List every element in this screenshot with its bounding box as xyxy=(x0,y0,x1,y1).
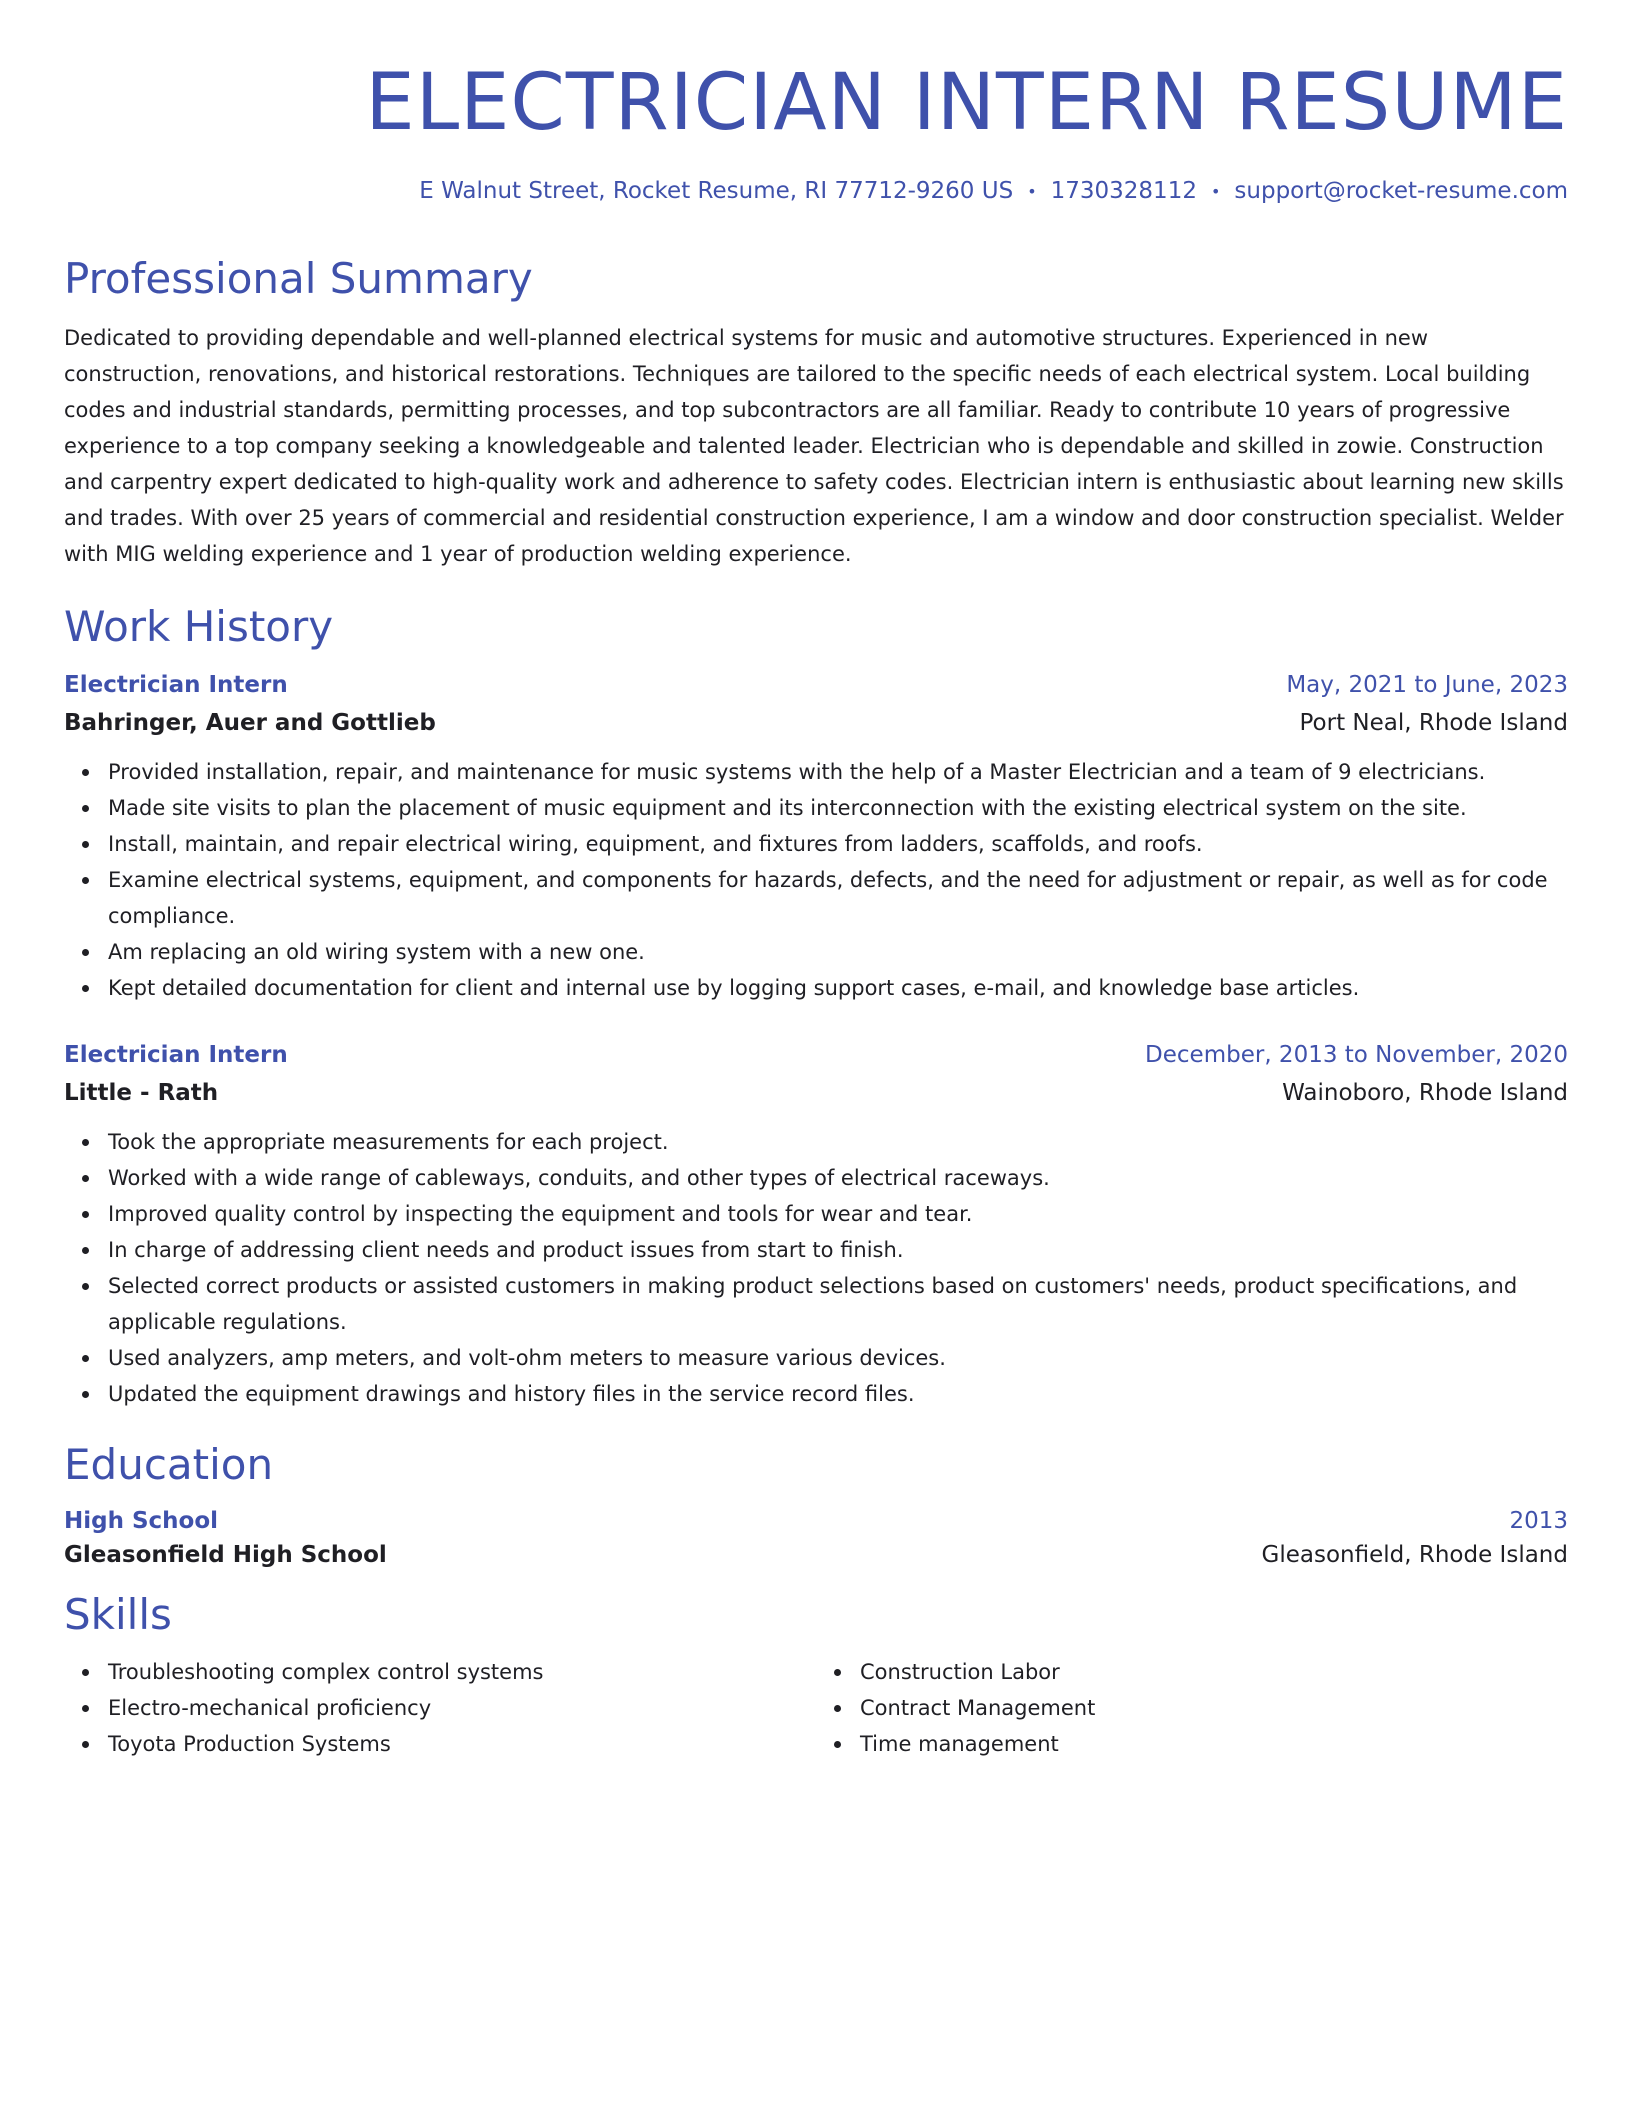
skills-section xyxy=(64,1592,1568,1762)
job-header-row xyxy=(64,1042,1568,1068)
bullet-separator: • xyxy=(1027,181,1037,201)
job-bullet: Am replacing an old wiring system with a new one. xyxy=(108,934,1568,970)
education-header-row xyxy=(64,1508,1568,1534)
job-bullet: Took the appropriate measurements for each project. xyxy=(108,1124,1568,1160)
job-bullet: Improved quality control by inspecting the equipment and tools for wear and tear. xyxy=(108,1196,1568,1232)
job-entry xyxy=(64,1042,1568,1412)
education-year: 2013 xyxy=(1509,1508,1568,1535)
job-bullet: Updated the equipment drawings and history files in the service record files. xyxy=(108,1376,1568,1412)
skills-list-left xyxy=(64,1654,816,1762)
work-history-section xyxy=(64,601,1568,1412)
job-bullet: Install, maintain, and repair electrical wiring, equipment, and fixtures from ladders, scaffolds, and roofs. xyxy=(108,826,1568,862)
bullet-separator: • xyxy=(1210,181,1221,201)
contact-address: E Walnut Street, Rocket Resume, RI 77712-9260 US xyxy=(419,178,1014,204)
section-title-work-history: Work History xyxy=(64,601,334,651)
job-bullet: Kept detailed documentation for client and internal use by logging support cases, e-mail, and knowledge base articles. xyxy=(108,970,1568,1006)
job-location: Wainoboro, Rhode Island xyxy=(1282,1079,1568,1106)
job-bullet: In charge of addressing client needs and product issues from start to finish. xyxy=(108,1232,1568,1268)
job-entry xyxy=(64,672,1568,1006)
skill-item: Contract Management xyxy=(860,1690,1568,1726)
job-bullet: Worked with a wide range of cableways, conduits, and other types of electrical raceways. xyxy=(108,1160,1568,1196)
job-bullet: Used analyzers, amp meters, and volt-ohm meters to measure various devices. xyxy=(108,1340,1568,1376)
job-bullet: Made site visits to plan the placement of music equipment and its interconnection with the existing electrical system on the site. xyxy=(108,790,1568,826)
job-dates: December, 2013 to November, 2020 xyxy=(1145,1041,1568,1068)
education-section xyxy=(64,1439,1568,1569)
section-title-summary: Professional Summary xyxy=(64,253,533,303)
job-bullet: Examine electrical systems, equipment, and components for hazards, defects, and the need for adjustment or repair, as well as for code compliance. xyxy=(108,862,1568,934)
job-dates: May, 2021 to June, 2023 xyxy=(1286,671,1568,698)
contact-email: support@rocket-resume.com xyxy=(1234,178,1568,204)
contact-line xyxy=(64,178,1568,206)
job-bullet: Selected correct products or assisted customers in making product selections based on customers' needs, product specifications, and applicable regulations. xyxy=(108,1268,1568,1340)
job-title: Electrician Intern xyxy=(64,671,288,698)
skill-item: Construction Labor xyxy=(860,1654,1568,1690)
job-bullets xyxy=(64,1124,1568,1412)
resume-title: ELECTRICIAN INTERN RESUME xyxy=(365,58,1568,148)
section-title-skills: Skills xyxy=(64,1590,172,1640)
skill-item: Electro-mechanical proficiency xyxy=(108,1690,816,1726)
job-company: Bahringer, Auer and Gottlieb xyxy=(64,709,436,736)
summary-text: Dedicated to providing dependable and well-planned electrical systems for music and automotive structures. Experienced in new construction, renovations, and historical restorations. Techniques are tailored to the specific needs of each electrical system. Local building codes and industrial standards, permitting processes, and top subcontractors are all familiar. Ready to contribute 10 years of progressive experience to a top company seeking a knowledgeable and talented leader. Electrician who is dependable and skilled in zowie. Construction and carpentry expert dedicated to high-quality work and adherence to safety codes. Electrician intern is enthusiastic about learning new skills and trades. With over 25 years of commercial and residential construction experience, I am a window and door construction specialist. Welder with MIG welding experience and 1 year of production welding experience. xyxy=(64,325,1564,566)
education-degree: High School xyxy=(64,1508,219,1535)
job-title: Electrician Intern xyxy=(64,1041,288,1068)
summary-section xyxy=(64,253,1568,572)
skills-grid xyxy=(64,1654,1568,1762)
job-company-row xyxy=(64,1080,1568,1106)
skill-item: Toyota Production Systems xyxy=(108,1726,816,1762)
section-title-education: Education xyxy=(64,1439,274,1489)
skill-item: Time management xyxy=(860,1726,1568,1762)
job-bullet: Provided installation, repair, and maintenance for music systems with the help of a Master Electrician and a team of 9 electricians. xyxy=(108,754,1568,790)
job-location: Port Neal, Rhode Island xyxy=(1299,709,1568,736)
job-company: Little - Rath xyxy=(64,1079,219,1106)
job-company-row xyxy=(64,710,1568,736)
contact-phone: 1730328112 xyxy=(1050,178,1197,204)
education-entry xyxy=(64,1508,1568,1568)
education-school: Gleasonfield High School xyxy=(64,1542,387,1569)
education-location: Gleasonfield, Rhode Island xyxy=(1261,1542,1568,1569)
job-bullets xyxy=(64,754,1568,1006)
job-header-row xyxy=(64,672,1568,698)
skill-item: Troubleshooting complex control systems xyxy=(108,1654,816,1690)
skills-list-right xyxy=(816,1654,1568,1762)
resume-header xyxy=(64,58,1568,206)
education-school-row xyxy=(64,1542,1568,1568)
